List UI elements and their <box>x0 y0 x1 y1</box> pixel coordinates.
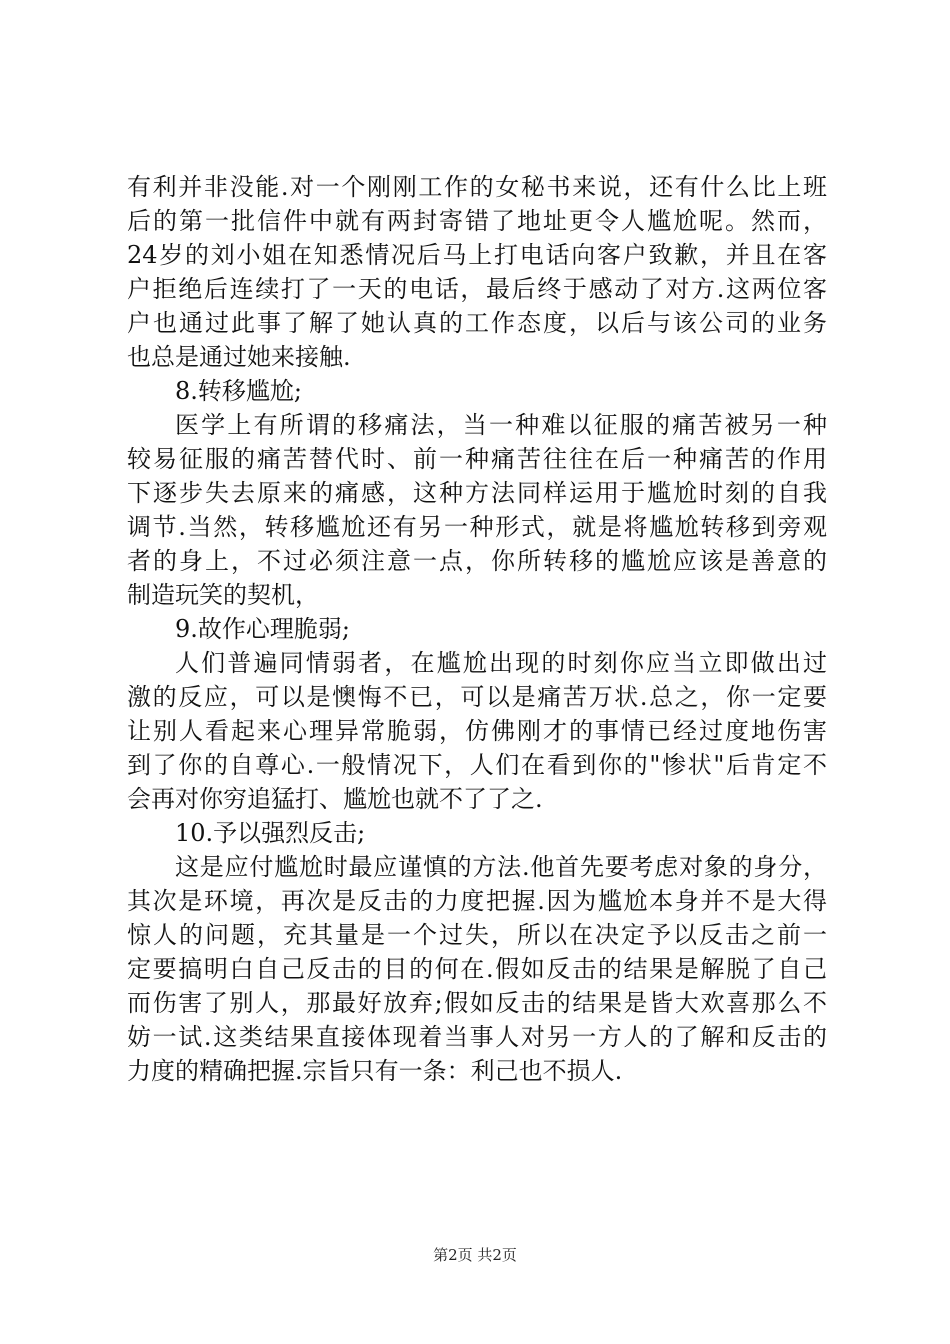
paragraph-section-10 <box>127 850 827 1088</box>
text-line: 者的身上，不过必须注意一点，你所转移的尴尬应该是善意的 <box>127 547 827 575</box>
paragraph-section-9 <box>127 646 827 816</box>
text-line: 也总是通过她来接触. <box>127 343 351 371</box>
page-footer <box>0 1244 950 1265</box>
text-line: 下逐步失去原来的痛感，这种方法同样运用于尴尬时刻的自我 <box>127 479 827 507</box>
text-line: 让别人看起来心理异常脆弱，仿佛刚才的事情已经过度地伤害 <box>127 717 827 745</box>
text-line: 妨一试.这类结果直接体现着当事人对另一方人的了解和反击的 <box>127 1023 827 1051</box>
text-line: 户也通过此事了解了她认真的工作态度，以后与该公司的业务 <box>127 309 827 337</box>
paragraph-continuation <box>127 170 827 374</box>
text-line: 较易征服的痛苦替代时、前一种痛苦往往在后一种痛苦的作用 <box>127 445 827 473</box>
text-line: 人们普遍同情弱者，在尴尬出现的时刻你应当立即做出过 <box>175 649 827 677</box>
text-line: 惊人的问题，充其量是一个过失，所以在决定予以反击之前一 <box>127 921 827 949</box>
section-heading-8: 8.转移尴尬; <box>175 377 302 405</box>
text-line: 到了你的自尊心.一般情况下，人们在看到你的"惨状"后肯定不 <box>127 751 827 779</box>
text-line: 其次是环境，再次是反击的力度把握.因为尴尬本身并不是大得 <box>127 887 827 915</box>
text-line: 而伤害了别人，那最好放弃;假如反击的结果是皆大欢喜那么不 <box>127 989 827 1017</box>
text-line: 激的反应，可以是懊悔不已，可以是痛苦万状.总之，你一定要 <box>127 683 827 711</box>
section-heading-10: 10.予以强烈反击; <box>175 819 366 847</box>
text-line: 力度的精确把握.宗旨只有一条：利己也不损人. <box>127 1057 623 1085</box>
page-number-label: 第2页 共2页 <box>433 1246 517 1264</box>
text-line: 医学上有所谓的移痛法，当一种难以征服的痛苦被另一种 <box>175 411 827 439</box>
text-line: 后的第一批信件中就有两封寄错了地址更令人尴尬呢。然而， <box>127 207 827 235</box>
text-line: 有利并非没能.对一个刚刚工作的女秘书来说，还有什么比上班 <box>127 173 827 201</box>
text-line: 这是应付尴尬时最应谨慎的方法.他首先要考虑对象的身分， <box>175 853 827 881</box>
paragraph-section-8 <box>127 408 827 612</box>
document-body <box>127 170 827 1088</box>
text-line: 调节.当然，转移尴尬还有另一种形式，就是将尴尬转移到旁观 <box>127 513 827 541</box>
text-line: 制造玩笑的契机， <box>127 581 319 609</box>
text-line: 会再对你穷追猛打、尴尬也就不了了之. <box>127 785 543 813</box>
text-line: 24岁的刘小姐在知悉情况后马上打电话向客户致歉，并且在客 <box>127 241 827 269</box>
text-line: 户拒绝后连续打了一天的电话，最后终于感动了对方.这两位客 <box>127 275 827 303</box>
section-heading-9: 9.故作心理脆弱; <box>175 615 350 643</box>
text-line: 定要搞明白自己反击的目的何在.假如反击的结果是解脱了自己 <box>127 955 827 983</box>
